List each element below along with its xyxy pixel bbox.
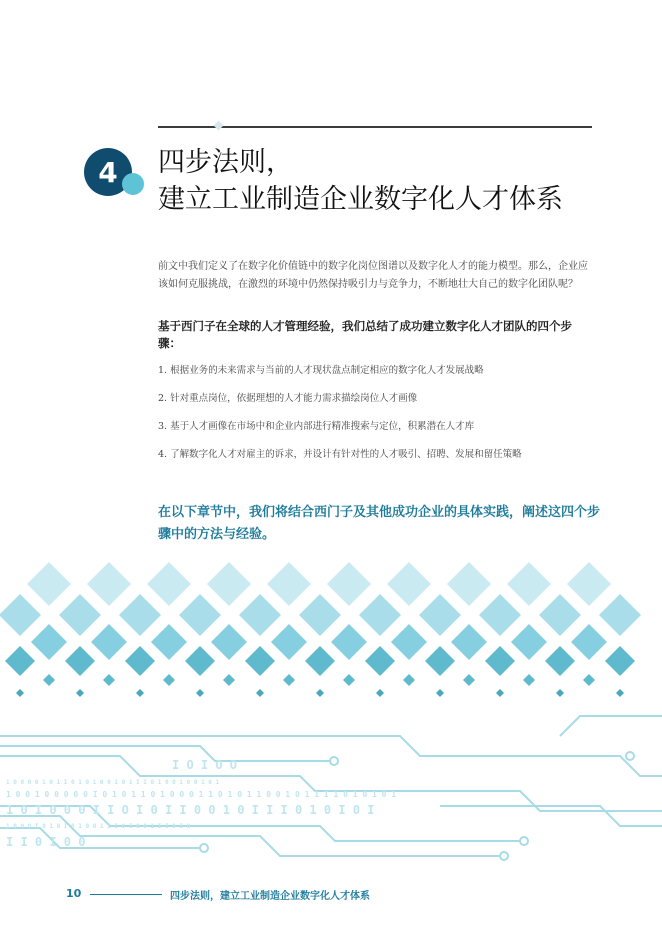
step-item-4: 4. 了解数字化人才对雇主的诉求，并设计有针对性的人才吸引、招聘、发展和留任策略 [158,449,522,460]
page-number: 10 [66,887,82,900]
binary-row-3: 1 0 0 1 0 0 0 0 0 I 0 1 0 1 1 0 1 0 0 0 1 1 0 1 0 1 1 0 0 1 0 1 1 I 1 0 1 0 1 0 1 [6,790,397,799]
diamond-grid [0,562,641,697]
chapter-title [158,144,618,218]
chapter-title-line1: 四步法则， [158,147,293,178]
running-title: 四步法则，建立工业制造企业数字化人才体系 [170,891,370,902]
badge-accent-dot [122,173,144,195]
binary-row-6: I I 0 I 0 0 [6,835,86,849]
steps-list [158,364,593,476]
callout-text: 在以下章节中，我们将结合西门子及其他成功企业的具体实践，阐述这四个步骤中的方法与经验。 [158,505,601,542]
step-item-3: 3. 基于人才画像在市场中和企业内部进行精准搜索与定位，积累潜在人才库 [158,421,475,432]
chapter-title-line2: 建立工业制造企业数字化人才体系 [158,184,563,215]
steps-lead-text: 基于西门子在全球的人才管理经验，我们总结了成功建立数字化人才团队的四个步骤： [158,319,572,350]
binary-row-4: 1 0 I 0 0 0 I I O I 0 I I 0 0 1 0 I I I 0 1 0 I 0 I [6,803,375,817]
step-item-1: 1. 根据业务的未来需求与当前的人才现状盘点制定相应的数字化人才发展战略 [158,365,484,376]
header-rule [158,126,592,128]
binary-row-5: 1 0 0 0 I 0 1 0 I 0 1 0 0 1 I I 0 I 0 0 1 I I 0 I 0 [6,823,191,830]
footer-rule [90,894,162,895]
decorative-pattern [0,560,662,870]
step-item-2: 2. 针对重点岗位，依据理想的人才能力需求描绘岗位人才画像 [158,393,418,404]
circuit-lines [0,716,662,856]
binary-row-1: I O I O O [172,758,238,772]
binary-row-2: 1 0 0 0 0 1 0 1 I 0 1 0 1 0 0 1 0 1 I I 0 1 0 0 1 0 0 1 0 1 [6,779,220,786]
header-rule-diamond [214,121,224,131]
intro-paragraph: 前文中我们定义了在数字化价值链中的数字化岗位图谱以及数字化人才的能力模型。那么，企业应该如何克服挑战，在激烈的环境中仍然保持吸引力与竞争力，不断地壮大自己的数字化团队呢？ [158,261,588,290]
chapter-number-badge: 4 [84,148,132,196]
